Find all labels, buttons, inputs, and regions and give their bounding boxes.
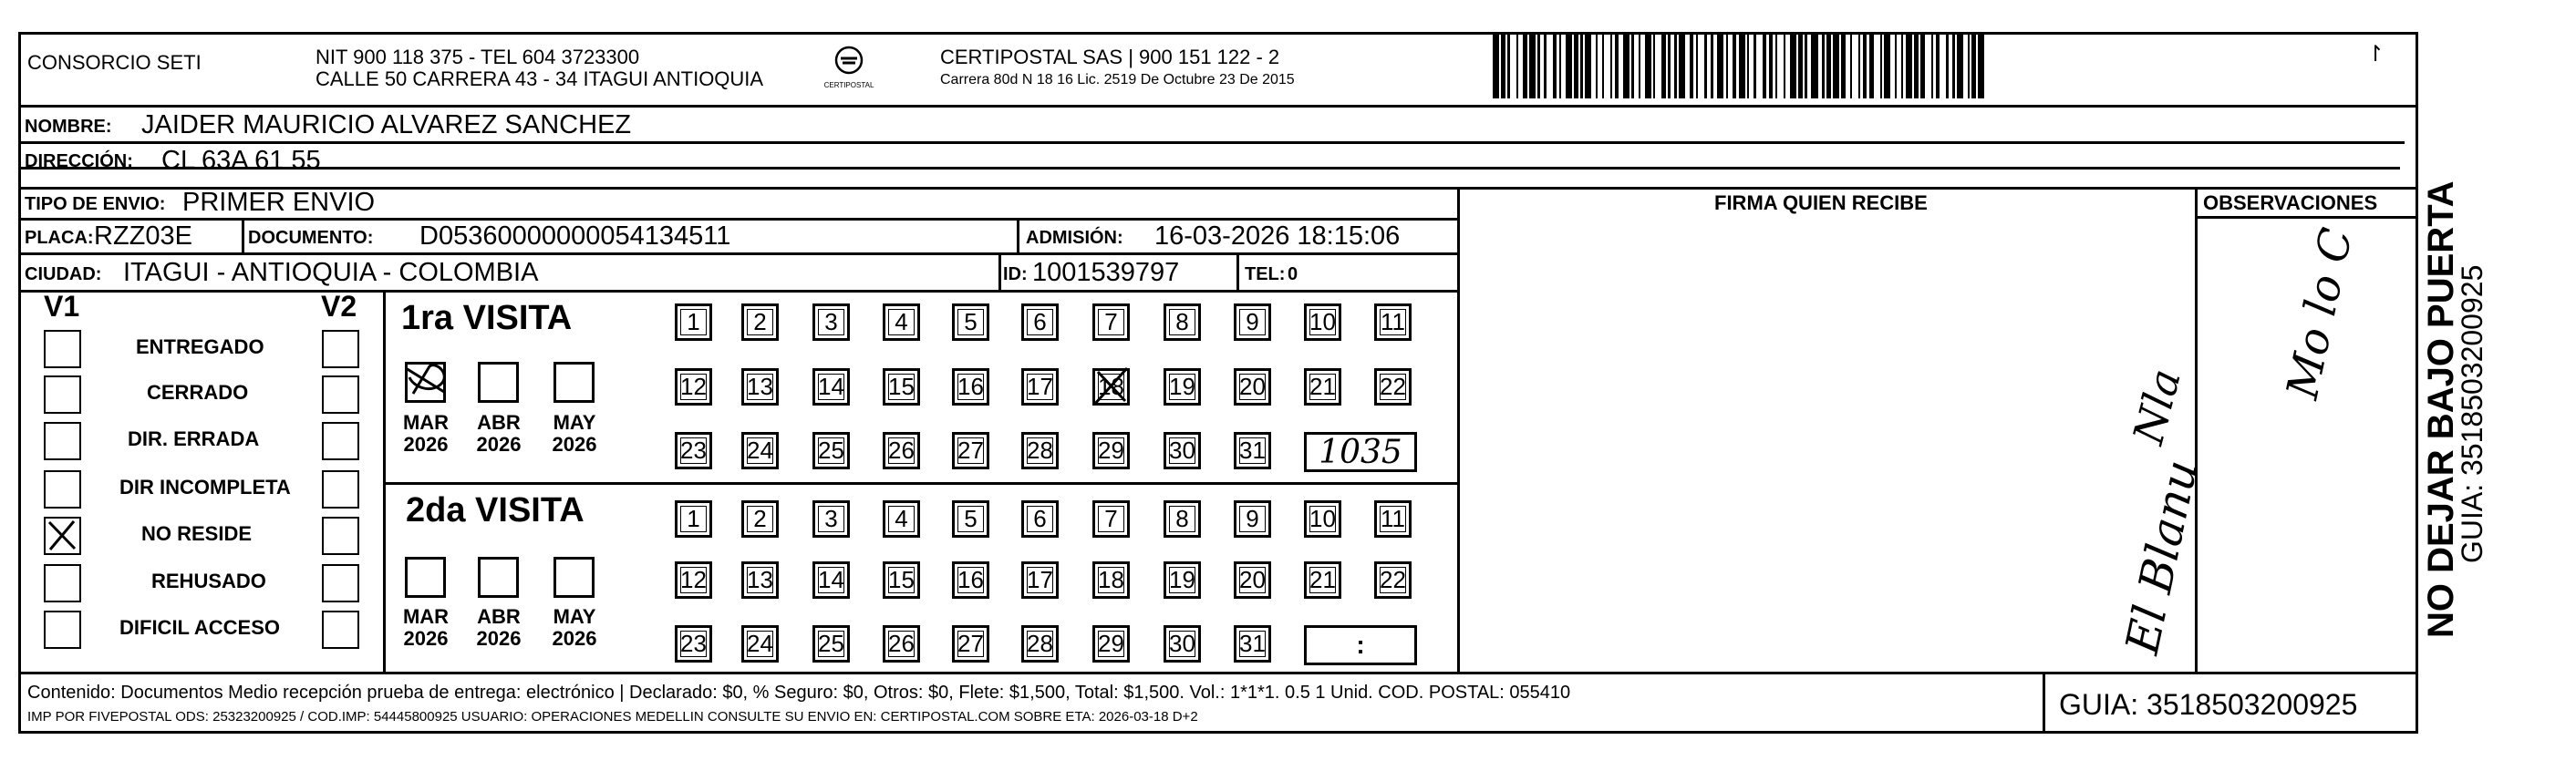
barcode-bar (1585, 35, 1591, 98)
second-day-box[interactable]: 6 (1021, 500, 1059, 538)
v1-checkbox[interactable] (44, 564, 81, 602)
month-name: MAY (553, 411, 596, 434)
second-month-label (398, 606, 454, 650)
second-day-box[interactable]: 26 (883, 625, 920, 663)
divider (18, 672, 2418, 674)
status-label: NO RESIDE (141, 522, 253, 545)
stray-mark: ↾ (2366, 42, 2385, 67)
guia-box: GUIA: 3518503200925 (2059, 688, 2358, 721)
divider (383, 290, 386, 672)
second-day-box[interactable]: 17 (1021, 561, 1059, 599)
tipo-envio-value: PRIMER ENVIO (182, 188, 376, 217)
second-month-label (546, 606, 603, 650)
month-year: 2026 (552, 627, 597, 651)
v1-checkbox[interactable] (44, 330, 81, 368)
first-day-box[interactable]: 10 (1304, 303, 1341, 341)
first-day-box[interactable]: 4 (883, 303, 920, 341)
direccion-value: CL 63A 61 55 (161, 146, 321, 175)
status-label: DIR INCOMPLETA (119, 476, 291, 499)
first-visit-title: 1ra VISITA (401, 299, 573, 337)
barcode-bar (1739, 35, 1745, 98)
divider (2043, 672, 2045, 734)
admision-value: 16-03-2026 18:15:06 (1154, 221, 1401, 251)
second-day-box[interactable]: 16 (952, 561, 989, 599)
divider (1017, 218, 1019, 252)
license-line: Carrera 80d N 18 16 Lic. 2519 De Octubre 23 De 2015 (940, 72, 1295, 87)
tipo-envio-label: TIPO DE ENVIO: (25, 194, 166, 214)
contenido-line: Contenido: Documentos Medio recepción prueba de entrega: electrónico | Declarado: $0, % Seguro: $0, Otros: $0, Flete: $1,500, Total: $1,500. Vol.: 1*1*1. 0.5 1 Unid. COD. POSTAL: 055410 (27, 683, 1571, 703)
first-day-box[interactable]: 5 (952, 303, 989, 341)
first-day-box[interactable]: 17 (1021, 368, 1059, 406)
barcode-bar (1566, 35, 1572, 98)
divider (18, 218, 1457, 221)
placa-value: RZZ03E (94, 221, 192, 251)
status-label: CERRADO (147, 381, 249, 404)
second-day-box[interactable]: 15 (883, 561, 920, 599)
first-month-label (398, 412, 454, 456)
v2-checkbox[interactable] (322, 422, 359, 460)
barcode-gap (1874, 35, 1880, 98)
v2-checkbox[interactable] (322, 611, 359, 649)
id-value: 1001539797 (1032, 258, 1180, 287)
second-day-box[interactable]: 31 (1234, 625, 1271, 663)
second-day-box[interactable]: 28 (1021, 625, 1059, 663)
check-mark-icon (402, 359, 457, 400)
second-day-box[interactable]: 23 (675, 625, 712, 663)
second-day-box[interactable]: 30 (1164, 625, 1201, 663)
second-day-box[interactable]: 27 (952, 625, 989, 663)
divider (1236, 252, 1239, 290)
imp-line: IMP POR FIVEPOSTAL ODS: 25323200925 / COD.IMP: 54445800925 USUARIO: OPERACIONES MEDELLIN CONSULTE SU ENVIO EN: CERTIPOSTAL.COM SOBRE ETA: 2026-03-18 D+2 (27, 709, 1198, 725)
month-name: MAR (402, 411, 450, 434)
barcode-gap (1510, 35, 1516, 98)
divider (2195, 216, 2418, 219)
status-label: DIFICIL ACCESO (119, 616, 281, 639)
second-day-box[interactable]: 29 (1092, 625, 1130, 663)
month-year: 2026 (476, 433, 522, 457)
month-name: MAY (553, 605, 596, 628)
first-day-box[interactable]: 31 (1234, 432, 1271, 469)
month-year: 2026 (476, 627, 522, 651)
first-day-box[interactable]: 9 (1234, 303, 1271, 341)
address-line: CALLE 50 CARRERA 43 - 34 ITAGUI ANTIOQUIA (316, 67, 764, 90)
second-day-box[interactable]: 3 (812, 500, 850, 538)
first-day-box[interactable]: 18 (1092, 368, 1130, 406)
obs-handwriting-1: Mo lo C (2276, 223, 2364, 404)
v1-checkbox[interactable] (44, 375, 81, 414)
second-day-box[interactable]: 22 (1374, 561, 1412, 599)
v1-checkbox[interactable] (44, 611, 81, 649)
divider (18, 141, 2405, 144)
first-day-box[interactable]: 24 (741, 432, 779, 469)
second-visit-title: 2da VISITA (406, 491, 585, 529)
first-day-box[interactable]: 26 (883, 432, 920, 469)
first-day-box[interactable]: 16 (952, 368, 989, 406)
second-month-checkbox-abr[interactable] (478, 557, 519, 598)
nit-line: NIT 900 118 375 - TEL 604 3723300 (316, 46, 640, 68)
nombre-label: NOMBRE: (25, 117, 112, 137)
divider (1457, 187, 1460, 672)
barcode-gap (1698, 35, 1704, 98)
first-month-checkbox-may[interactable] (553, 362, 595, 403)
direccion-label: DIRECCIÓN: (25, 151, 133, 171)
first-day-box[interactable]: 23 (675, 432, 712, 469)
first-day-box[interactable]: 30 (1164, 432, 1201, 469)
v1-checkbox[interactable] (44, 422, 81, 460)
v2-checkbox[interactable] (322, 470, 359, 509)
divider (242, 218, 244, 252)
certipostal-line: CERTIPOSTAL SAS | 900 151 122 - 2 (940, 46, 1280, 68)
v2-label: V2 (321, 290, 357, 323)
second-day-box[interactable]: 21 (1304, 561, 1341, 599)
divider (998, 252, 1001, 290)
first-day-box[interactable]: 29 (1092, 432, 1130, 469)
barcode-bar (1717, 35, 1723, 98)
admision-label: ADMISIÓN: (1026, 228, 1123, 248)
first-day-box[interactable]: 11 (1374, 303, 1412, 341)
divider (18, 167, 2400, 170)
month-year: 2026 (403, 433, 449, 457)
tel-value: 0 (1288, 264, 1298, 284)
first-day-box[interactable]: 8 (1164, 303, 1201, 341)
second-month-label (471, 606, 527, 650)
barcode-bar (1645, 35, 1651, 98)
barcode-bar (1529, 35, 1536, 98)
v2-checkbox[interactable] (322, 375, 359, 414)
v2-checkbox[interactable] (322, 330, 359, 368)
barcode-gap (1655, 35, 1661, 98)
second-day-box[interactable]: 9 (1234, 500, 1271, 538)
first-month-checkbox-abr[interactable] (478, 362, 519, 403)
certipostal-logo (817, 44, 881, 91)
time-handwriting: 1035 (1319, 433, 1402, 471)
divider (383, 482, 1457, 485)
barcode-bar (1884, 35, 1890, 98)
divider (18, 290, 1457, 293)
month-name: MAR (402, 605, 450, 628)
barcode (1493, 35, 2213, 98)
first-month-label (471, 412, 527, 456)
first-time-box[interactable] (1304, 432, 1417, 472)
second-day-box[interactable]: 7 (1092, 500, 1130, 538)
first-day-box[interactable]: 14 (812, 368, 850, 406)
second-day-box[interactable]: 4 (883, 500, 920, 538)
barcode-bar (1623, 35, 1629, 98)
barcode-gap (1604, 35, 1610, 98)
first-day-box[interactable]: 1 (675, 303, 712, 341)
second-day-box[interactable]: 19 (1164, 561, 1201, 599)
first-day-box[interactable]: 20 (1234, 368, 1271, 406)
second-day-box[interactable]: 20 (1234, 561, 1271, 599)
second-month-checkbox-mar[interactable] (405, 557, 446, 598)
v1-checkbox[interactable] (44, 470, 81, 509)
first-day-box[interactable]: 13 (741, 368, 779, 406)
barcode-gap (1925, 35, 1931, 98)
barcode-bar (1493, 35, 1499, 98)
barcode-gap (1777, 35, 1784, 98)
barcode-bar (1679, 35, 1685, 98)
divider (18, 252, 1457, 255)
second-day-box[interactable]: 24 (741, 625, 779, 663)
barcode-bar (1790, 35, 1796, 98)
second-day-box[interactable]: 1 (675, 500, 712, 538)
second-month-checkbox-may[interactable] (553, 557, 595, 598)
second-time-box[interactable] (1304, 625, 1417, 665)
first-day-box[interactable]: 7 (1092, 303, 1130, 341)
observaciones-header: OBSERVACIONES (2203, 191, 2378, 214)
divider (18, 105, 2418, 108)
month-name: ABR (477, 605, 521, 628)
barcode-bar (1833, 35, 1839, 98)
firma-header: FIRMA QUIEN RECIBE (1714, 191, 1928, 214)
first-month-checkbox-mar[interactable] (405, 362, 446, 403)
barcode-bar (1811, 35, 1817, 98)
month-year: 2026 (552, 433, 597, 457)
month-year: 2026 (403, 627, 449, 651)
signature (2088, 273, 2209, 674)
first-day-box[interactable]: 28 (1021, 432, 1059, 469)
v1-label: V1 (44, 290, 80, 323)
no-dejar-text: NO DEJAR BAJO PUERTA (2421, 180, 2461, 638)
status-label: REHUSADO (151, 570, 266, 592)
documento-value: D05360000000054134511 (419, 221, 731, 251)
ciudad-label: CIUDAD: (25, 264, 102, 284)
divider (18, 187, 2418, 190)
first-day-box[interactable]: 2 (741, 303, 779, 341)
v1-checkbox[interactable] (44, 517, 81, 555)
first-month-label (546, 412, 603, 456)
time-placeholder: : (1356, 631, 1365, 659)
second-day-box[interactable]: 12 (675, 561, 712, 599)
first-day-box[interactable]: 27 (952, 432, 989, 469)
v2-checkbox[interactable] (322, 517, 359, 555)
first-day-box[interactable]: 12 (675, 368, 712, 406)
barcode-gap (1940, 35, 1946, 98)
documento-label: DOCUMENTO: (248, 228, 374, 248)
barcode-bar (1957, 35, 1963, 98)
first-day-box[interactable]: 19 (1164, 368, 1201, 406)
first-day-box[interactable]: 22 (1374, 368, 1412, 406)
second-day-box[interactable]: 5 (952, 500, 989, 538)
id-label: ID: (1003, 264, 1028, 284)
day-cross-mark-icon (1089, 365, 1134, 415)
observations-handwriting (2207, 223, 2389, 656)
ciudad-value: ITAGUI - ANTIOQUIA - COLOMBIA (123, 258, 539, 287)
second-day-box[interactable]: 14 (812, 561, 850, 599)
first-day-box[interactable]: 15 (883, 368, 920, 406)
second-day-box[interactable]: 18 (1092, 561, 1130, 599)
barcode-gap (1547, 35, 1553, 98)
barcode-bar (1906, 35, 1912, 98)
first-day-box[interactable]: 3 (812, 303, 850, 341)
second-day-box[interactable]: 8 (1164, 500, 1201, 538)
barcode-bar (1978, 35, 1984, 98)
signature-text: El Blanu (2116, 455, 2209, 659)
first-day-box[interactable]: 6 (1021, 303, 1059, 341)
nombre-value: JAIDER MAURICIO ALVAREZ SANCHEZ (141, 110, 632, 139)
second-day-box[interactable]: 10 (1304, 500, 1341, 538)
logo-caption: CERTIPOSTAL (823, 81, 874, 89)
first-day-box[interactable]: 25 (812, 432, 850, 469)
placa-label: PLACA: (25, 228, 94, 248)
barcode-gap (1852, 35, 1858, 98)
second-day-box[interactable]: 25 (812, 625, 850, 663)
status-label: DIR. ERRADA (128, 427, 260, 450)
second-day-box[interactable]: 2 (741, 500, 779, 538)
tel-label: TEL: (1245, 264, 1286, 284)
second-day-box[interactable]: 13 (741, 561, 779, 599)
signature-text-2: Nla (2123, 364, 2190, 449)
second-day-box[interactable]: 11 (1374, 500, 1412, 538)
status-label: ENTREGADO (136, 335, 264, 358)
side-guia: GUIA: 3518503200925 (2456, 264, 2488, 563)
check-mark-icon (46, 519, 78, 552)
barcode-gap (1756, 35, 1763, 98)
month-name: ABR (477, 411, 521, 434)
v2-checkbox[interactable] (322, 564, 359, 602)
first-day-box[interactable]: 21 (1304, 368, 1341, 406)
company-name: CONSORCIO SETI (27, 51, 202, 74)
